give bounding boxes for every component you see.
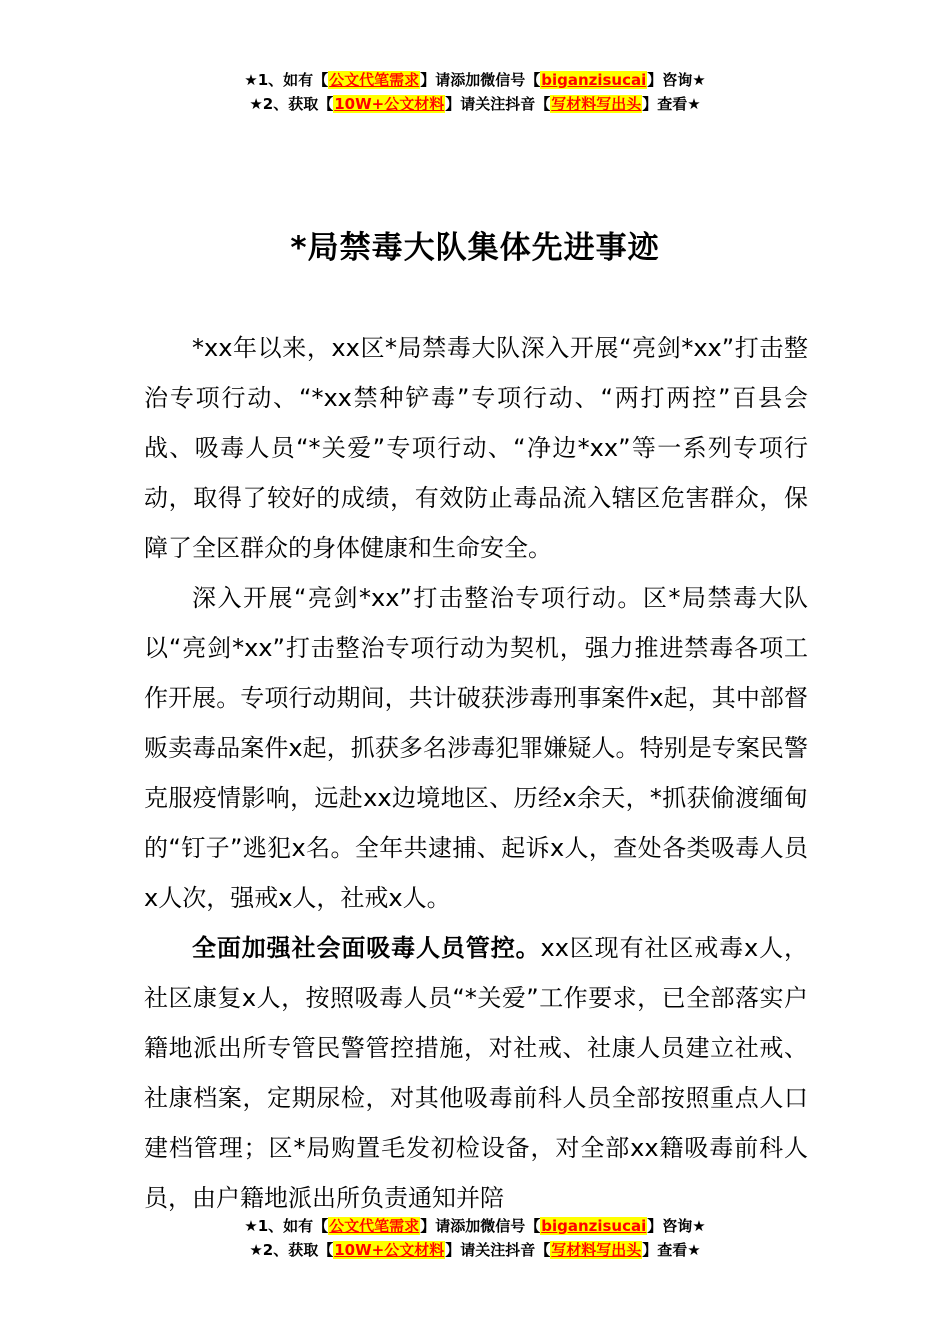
promo-line-2 xyxy=(0,1238,950,1262)
header-promo-banner xyxy=(0,68,950,116)
promo-text: 】查看★ xyxy=(642,1241,701,1259)
promo-line-2 xyxy=(0,92,950,116)
promo-text: 】咨询★ xyxy=(647,71,706,89)
paragraph-control xyxy=(144,923,808,1223)
promo-text: ★1、如有【 xyxy=(244,1217,329,1235)
promo-text: ★1、如有【 xyxy=(244,71,329,89)
paragraph-operation: 深入开展“亮剑*xx”打击整治专项行动。区*局禁毒大队以“亮剑*xx”打击整治专项行动为契机，强力推进禁毒各项工作开展。专项行动期间，共计破获涉毒刑事案件x起，其中部督贩卖毒品案件x起，抓获多名涉毒犯罪嫌疑人。特别是专案民警克服疫情影响，远赴xx边境地区、历经x余天，*抓获偷渡缅甸的“钉子”逃犯x名。全年共逮捕、起诉x人，查处各类吸毒人员x人次，强戒x人，社戒x人。 xyxy=(144,584,808,912)
promo-highlight: 公文代笔需求 xyxy=(329,1217,420,1235)
promo-highlight: biganzisucai xyxy=(541,1217,647,1235)
promo-line-1 xyxy=(0,1214,950,1238)
promo-highlight: 10W+公文材料 xyxy=(334,95,445,113)
footer-promo-banner xyxy=(0,1214,950,1262)
promo-highlight: biganzisucai xyxy=(541,71,647,89)
promo-highlight: 公文代笔需求 xyxy=(329,71,420,89)
document-title: *局禁毒大队集体先进事迹 xyxy=(290,230,660,266)
promo-text: ★2、获取【 xyxy=(249,95,334,113)
promo-highlight: 写材料写出头 xyxy=(551,95,642,113)
promo-highlight: 10W+公文材料 xyxy=(334,1241,445,1259)
promo-line-1 xyxy=(0,68,950,92)
promo-text: 】请添加微信号【 xyxy=(420,1217,541,1235)
paragraph-heading: 全面加强社会面吸毒人员管控。 xyxy=(192,934,541,962)
promo-text: 】咨询★ xyxy=(647,1217,706,1235)
promo-text: 】请关注抖音【 xyxy=(445,95,551,113)
promo-highlight: 写材料写出头 xyxy=(551,1241,642,1259)
paragraph-intro: *xx年以来，xx区*局禁毒大队深入开展“亮剑*xx”打击整治专项行动、“*xx禁种铲毒”专项行动、“两打两控”百县会战、吸毒人员“*关爱”专项行动、“净边*xx”等一系列专项行动，取得了较好的成绩，有效防止毒品流入辖区危害群众，保障了全区群众的身体健康和生命安全。 xyxy=(144,334,808,562)
promo-text: 】请添加微信号【 xyxy=(420,71,541,89)
promo-text: 】请关注抖音【 xyxy=(445,1241,551,1259)
paragraph-text: xx区现有社区戒毒x人，社区康复x人，按照吸毒人员“*关爱”工作要求，已全部落实户籍地派出所专管民警管控措施，对社戒、社康人员建立社戒、社康档案，定期尿检，对其他吸毒前科人员全部按照重点人口建档管理；区*局购置毛发初检设备，对全部xx籍吸毒前科人员，由户籍地派出所负责通知并陪 xyxy=(144,934,809,1212)
document-body xyxy=(144,323,808,1223)
promo-text: 】查看★ xyxy=(642,95,701,113)
promo-text: ★2、获取【 xyxy=(249,1241,334,1259)
